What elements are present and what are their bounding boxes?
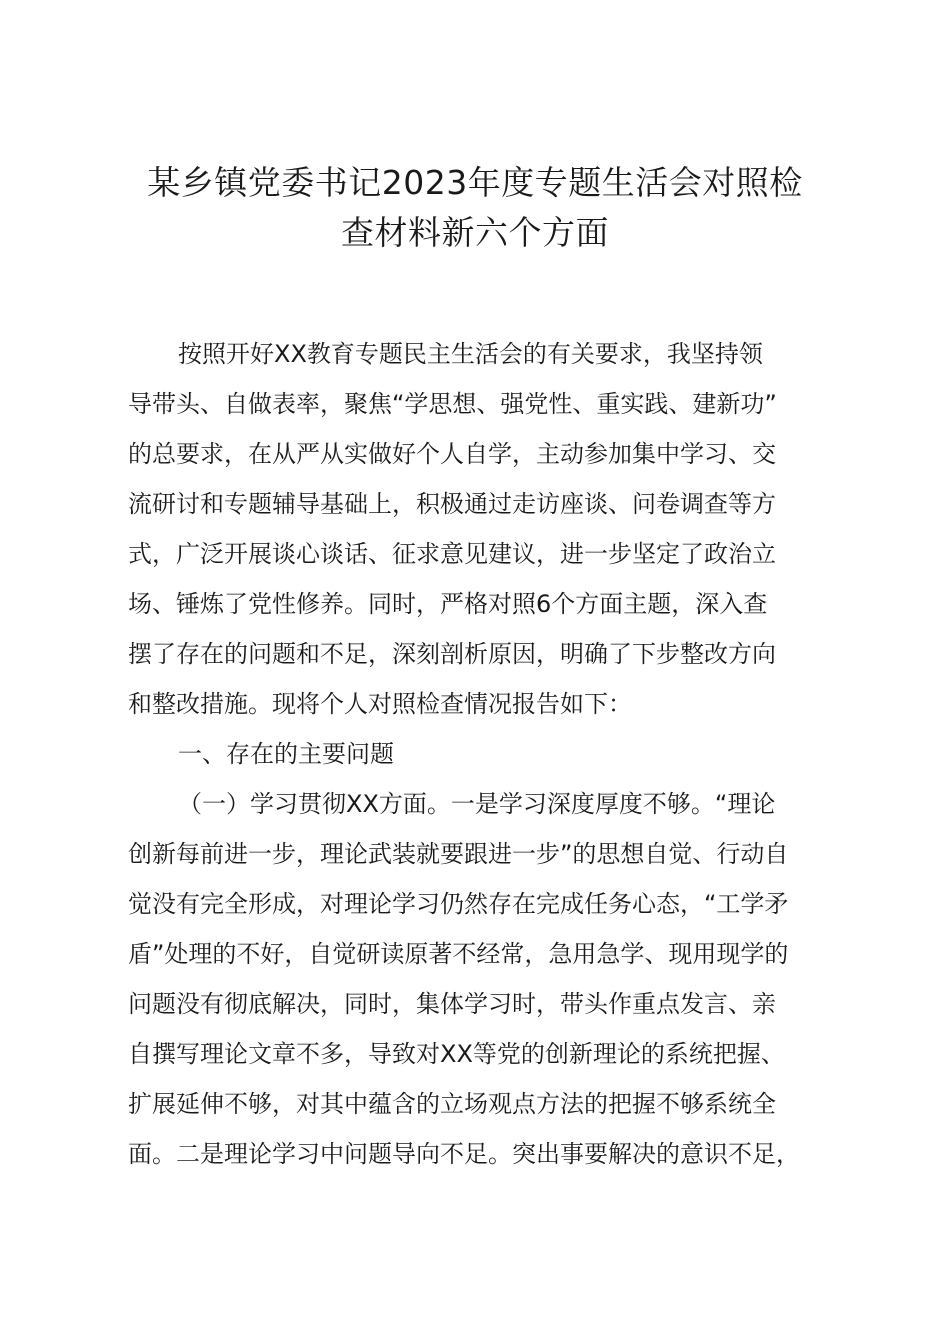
- paragraph-line: 场、锤炼了党性修养。同时，严格对照6个方面主题，深入查: [128, 590, 768, 618]
- paragraph-line: 扩展延伸不够，对其中蕴含的立场观点方法的把握不够系统全: [128, 1090, 776, 1118]
- section-one-paragraph: [128, 779, 856, 1179]
- paragraph-line: （一）学习贯彻XX方面。一是学习深度厚度不够。“理论: [178, 790, 776, 818]
- paragraph-line: 自撰写理论文章不多，导致对XX等党的创新理论的系统把握、: [128, 1040, 785, 1068]
- paragraph-line: 流研讨和专题辅导基础上，积极通过走访座谈、问卷调查等方: [128, 490, 776, 518]
- paragraph-line: 面。二是理论学习中问题导向不足。突出事要解决的意识不足，: [128, 1140, 800, 1168]
- paragraph-line: 式，广泛开展谈心谈话、征求意见建议，进一步坚定了政治立: [128, 540, 776, 568]
- section-heading: 一、存在的主要问题: [178, 740, 394, 768]
- paragraph-line: 觉没有完全形成，对理论学习仍然存在完成任务心态，“工学矛: [128, 890, 789, 918]
- intro-paragraph: [128, 329, 856, 729]
- document-body: [128, 329, 856, 1179]
- paragraph-line: 问题没有彻底解决，同时，集体学习时，带头作重点发言、亲: [128, 990, 776, 1018]
- paragraph-line: 和整改措施。现将个人对照检查情况报告如下：: [128, 690, 632, 718]
- paragraph-line: 按照开好XX教育专题民主生活会的有关要求，我坚持领: [178, 340, 763, 368]
- paragraph-line: 盾”处理的不好，自觉研读原著不经常，急用急学、现用现学的: [128, 940, 789, 968]
- paragraph-line: 的总要求，在从严从实做好个人自学，主动参加集中学习、交: [128, 440, 776, 468]
- paragraph-line: 创新每前进一步，理论武装就要跟进一步”的思想自觉、行动自: [128, 840, 789, 868]
- title-line: 查材料新六个方面: [341, 213, 609, 252]
- paragraph-line: 摆了存在的问题和不足，深刻剖析原因，明确了下步整改方向: [128, 640, 776, 668]
- title-line: 某乡镇党委书记2023年度专题生活会对照检: [147, 163, 803, 202]
- paragraph-line: 导带头、自做表率，聚焦“学思想、强党性、重实践、建新功”: [128, 390, 777, 418]
- document-title: [100, 158, 850, 258]
